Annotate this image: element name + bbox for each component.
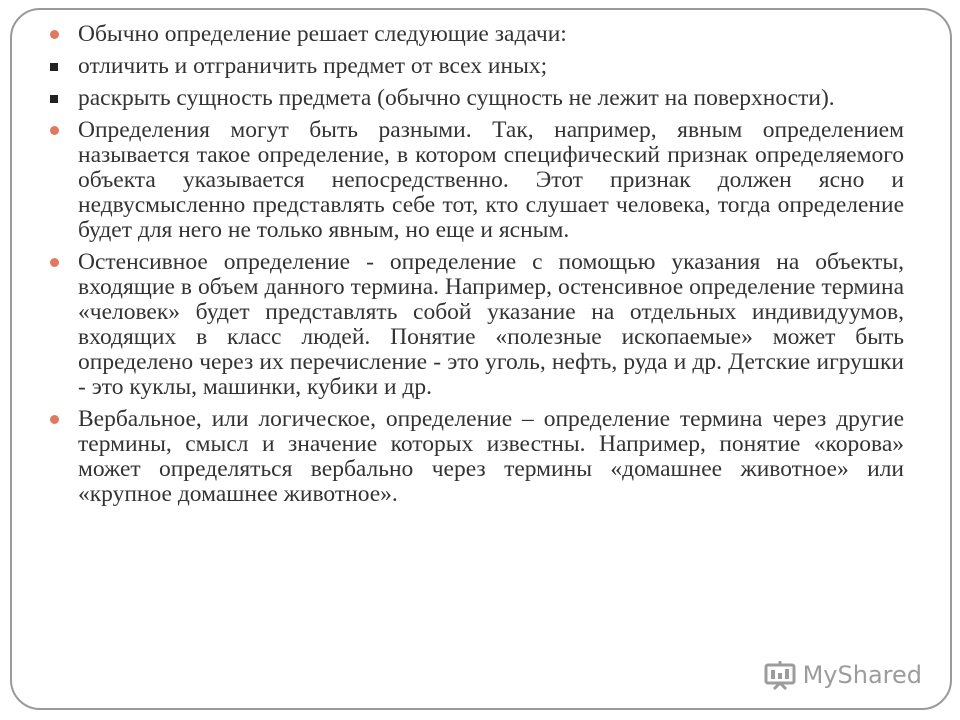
bullet-dot-icon [50,126,59,135]
bullet-square-icon [50,95,58,103]
item-text: Вербальное, или логическое, определение – определение термина через другие термины, смысл и значение которых известны. Например, понятие «корова» может определяться вербально через термины «домашнее животное» или «крупное домашнее животное». [78,406,904,507]
slide-content [48,22,904,514]
item-text: отличить и отграничить предмет от всех иных; [78,53,548,79]
list-item [48,250,904,400]
list-item [48,54,904,79]
item-text: раскрыть сущность предмета (обычно сущность не лежит на поверхности). [78,85,835,111]
item-text: Определения могут быть разными. Так, например, явным определением называется такое определение, в котором специфический признак определяемого объекта указывается непосредственно. Этот признак должен ясно и недвусмысленно представлять себе тот, кто слушает человека, тогда определение будет для него не только явным, но еще и ясным. [78,117,904,243]
list-item [48,22,904,47]
myshared-watermark [763,660,922,690]
item-text: Остенсивное определение - определение с помощью указания на объекты, входящие в объем данного термина. Например, остенсивное определение термина «человек» будет представлять собой указание на отдельных индивидуумов, входящих в класс людей. Понятие «полезные ископаемые» может быть определено через их перечисление - это уголь, нефть, руда и др. Детские игрушки - это куклы, машинки, кубики и др. [78,249,904,400]
list-item [48,118,904,243]
bullet-dot-icon [50,258,59,267]
presentation-board-icon [763,660,797,690]
list-item [48,407,904,507]
bullet-square-icon [50,63,58,71]
list-item [48,86,904,111]
item-text: Обычно определение решает следующие задачи: [78,21,567,47]
bullet-dot-icon [50,30,59,39]
bullet-dot-icon [50,415,59,424]
watermark-text: MyShared [802,661,922,689]
